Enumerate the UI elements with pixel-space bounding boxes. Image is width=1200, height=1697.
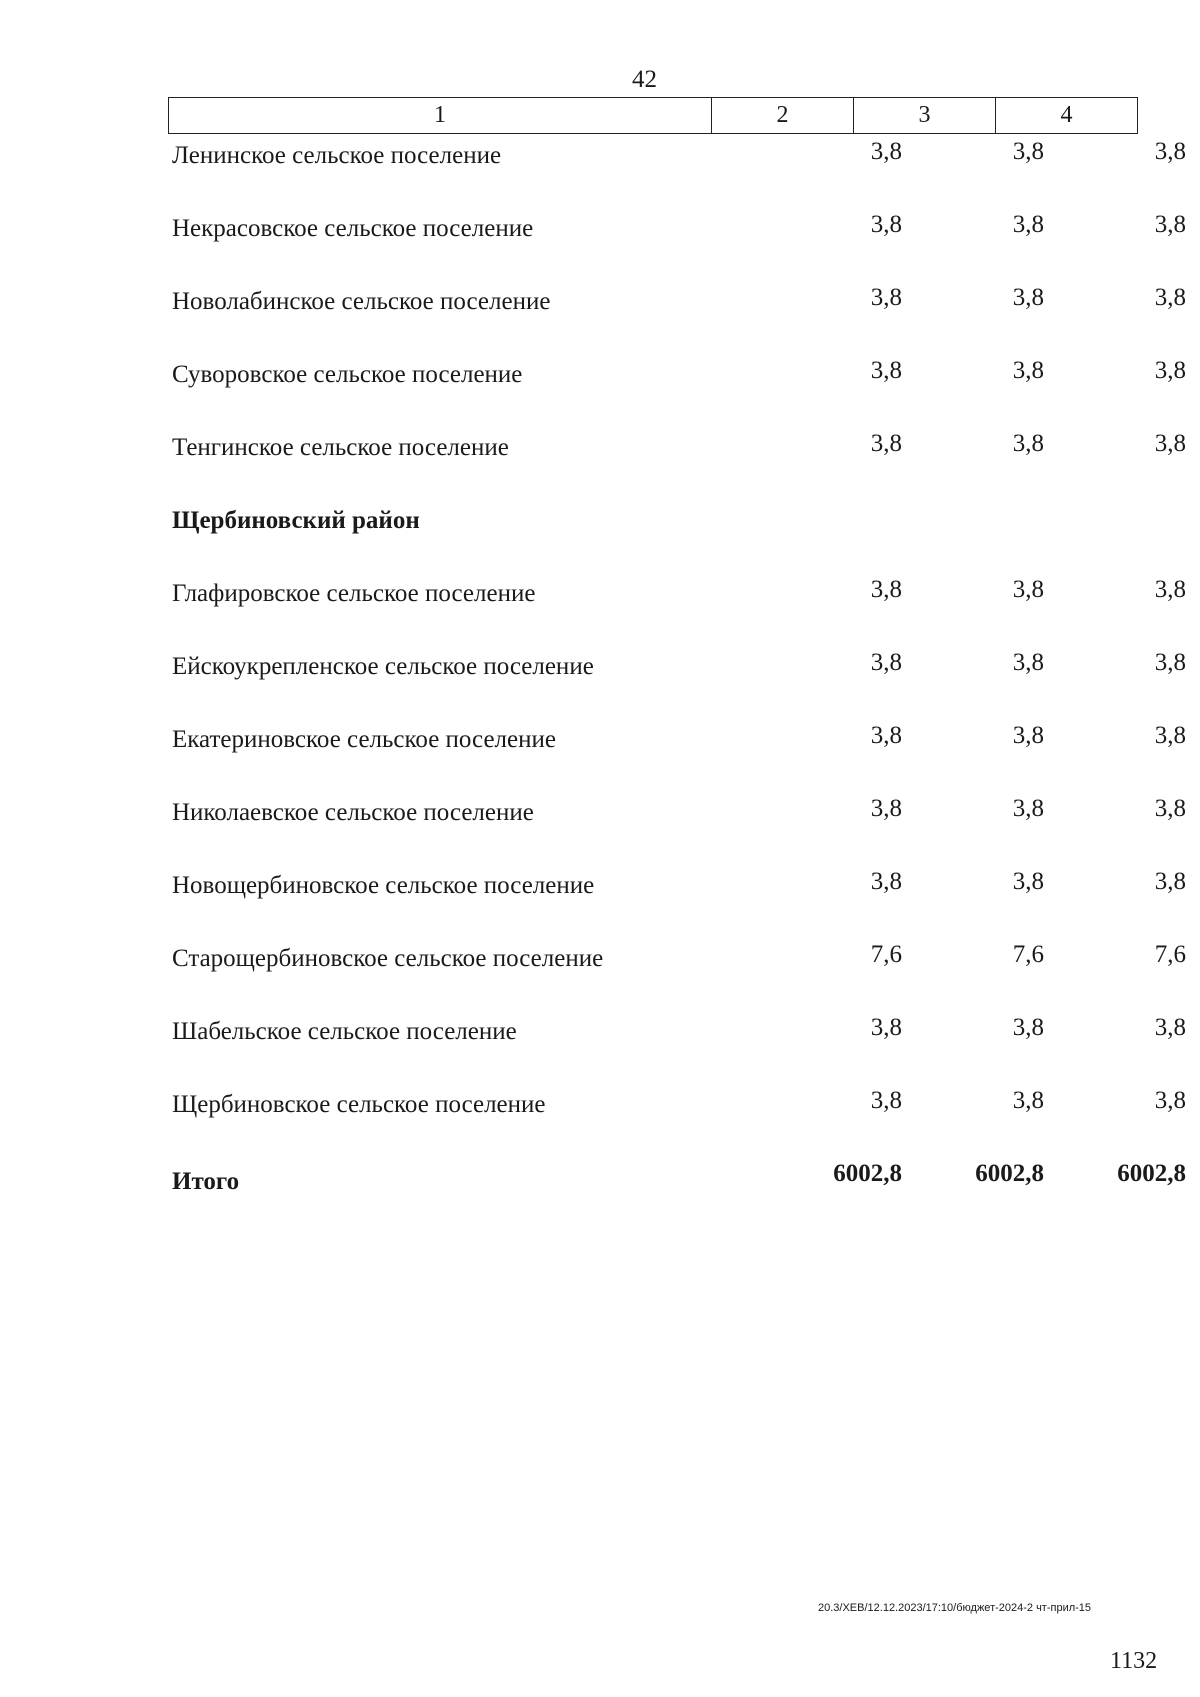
row-value-col-3: 3,8 xyxy=(1012,722,1044,749)
row-value-col-2: 3,8 xyxy=(870,357,902,384)
row-value-col-3: 3,8 xyxy=(1012,1087,1044,1114)
total-row xyxy=(172,1158,1186,1231)
row-value-col-3: 3,8 xyxy=(1012,284,1044,311)
table-row xyxy=(172,136,1186,209)
row-value-col-2: 3,8 xyxy=(870,722,902,749)
row-name: Суворовское сельское поселение xyxy=(172,361,523,388)
table-row xyxy=(172,647,1186,720)
total-value-col-2: 6002,8 xyxy=(833,1160,902,1187)
district-heading: Щербиновский район xyxy=(172,507,420,534)
row-value-col-2: 3,8 xyxy=(870,649,902,676)
row-name: Ейскоукрепленское сельское поселение xyxy=(172,653,594,680)
row-value-col-4: 3,8 xyxy=(1154,284,1186,311)
row-name: Новощербиновское сельское поселение xyxy=(172,872,595,899)
table-row xyxy=(172,209,1186,282)
row-name: Екатериновское сельское поселение xyxy=(172,726,556,753)
table-header xyxy=(168,97,1138,134)
row-value-col-3: 3,8 xyxy=(1012,211,1044,238)
table-body xyxy=(172,136,1186,1231)
header-col-1: 1 xyxy=(169,98,712,133)
row-name: Николаевское сельское поселение xyxy=(172,799,534,826)
total-label: Итого xyxy=(172,1168,240,1195)
table-row xyxy=(172,1085,1186,1158)
row-value-col-4: 3,8 xyxy=(1154,1087,1186,1114)
document-code: 20.3/ХЕВ/12.12.2023/17:10/бюджет-2024-2 чт-прил-15 xyxy=(818,1602,1092,1614)
row-value-col-4: 3,8 xyxy=(1154,649,1186,676)
row-name: Ленинское сельское поселение xyxy=(172,142,502,169)
header-col-2: 2 xyxy=(712,98,854,133)
row-value-col-2: 3,8 xyxy=(870,284,902,311)
table-row xyxy=(172,355,1186,428)
table-row xyxy=(172,866,1186,939)
header-col-3: 3 xyxy=(854,98,996,133)
row-value-col-3: 3,8 xyxy=(1012,576,1044,603)
row-value-col-2: 3,8 xyxy=(870,1014,902,1041)
page-number-top: 42 xyxy=(632,66,657,93)
header-col-4: 4 xyxy=(1060,102,1073,128)
row-name: Новолабинское сельское поселение xyxy=(172,288,551,315)
row-value-col-2: 3,8 xyxy=(870,430,902,457)
row-value-col-3: 3,8 xyxy=(1012,868,1044,895)
row-value-col-3: 7,6 xyxy=(1012,941,1044,968)
row-value-col-3: 3,8 xyxy=(1012,430,1044,457)
row-value-col-4: 3,8 xyxy=(1154,138,1186,165)
row-name: Щербиновское сельское поселение xyxy=(172,1091,546,1118)
table-row xyxy=(172,574,1186,647)
row-value-col-4: 3,8 xyxy=(1154,576,1186,603)
row-value-col-2: 3,8 xyxy=(870,868,902,895)
row-value-col-3: 3,8 xyxy=(1012,138,1044,165)
row-value-col-2: 7,6 xyxy=(870,941,902,968)
row-name: Некрасовское сельское поселение xyxy=(172,215,534,242)
row-value-col-2: 3,8 xyxy=(870,795,902,822)
row-value-col-3: 3,8 xyxy=(1012,357,1044,384)
table-row xyxy=(172,720,1186,793)
row-name: Шабельское сельское поселение xyxy=(172,1018,517,1045)
row-value-col-2: 3,8 xyxy=(870,138,902,165)
district-heading-row xyxy=(172,501,1142,574)
page-number-bottom: 1132 xyxy=(1110,1648,1158,1674)
row-value-col-4: 3,8 xyxy=(1154,1014,1186,1041)
row-name: Глафировское сельское поселение xyxy=(172,580,536,607)
table-row xyxy=(172,428,1186,501)
table-row xyxy=(172,1012,1186,1085)
row-name: Старощербиновское сельское поселение xyxy=(172,945,604,972)
row-name: Тенгинское сельское поселение xyxy=(172,434,509,461)
table-row xyxy=(172,939,1186,1012)
row-value-col-2: 3,8 xyxy=(870,576,902,603)
total-value-col-3: 6002,8 xyxy=(975,1160,1044,1187)
row-value-col-4: 3,8 xyxy=(1154,430,1186,457)
row-value-col-4: 3,8 xyxy=(1154,722,1186,749)
row-value-col-3: 3,8 xyxy=(1012,1014,1044,1041)
row-value-col-4: 7,6 xyxy=(1154,941,1186,968)
row-value-col-4: 3,8 xyxy=(1154,795,1186,822)
row-value-col-4: 3,8 xyxy=(1154,868,1186,895)
row-value-col-2: 3,8 xyxy=(870,211,902,238)
row-value-col-4: 3,8 xyxy=(1154,211,1186,238)
table-row xyxy=(172,793,1186,866)
row-value-col-4: 3,8 xyxy=(1154,357,1186,384)
row-value-col-2: 3,8 xyxy=(870,1087,902,1114)
table-row xyxy=(172,282,1186,355)
total-value-col-4: 6002,8 xyxy=(1117,1160,1186,1187)
row-value-col-3: 3,8 xyxy=(1012,649,1044,676)
row-value-col-3: 3,8 xyxy=(1012,795,1044,822)
